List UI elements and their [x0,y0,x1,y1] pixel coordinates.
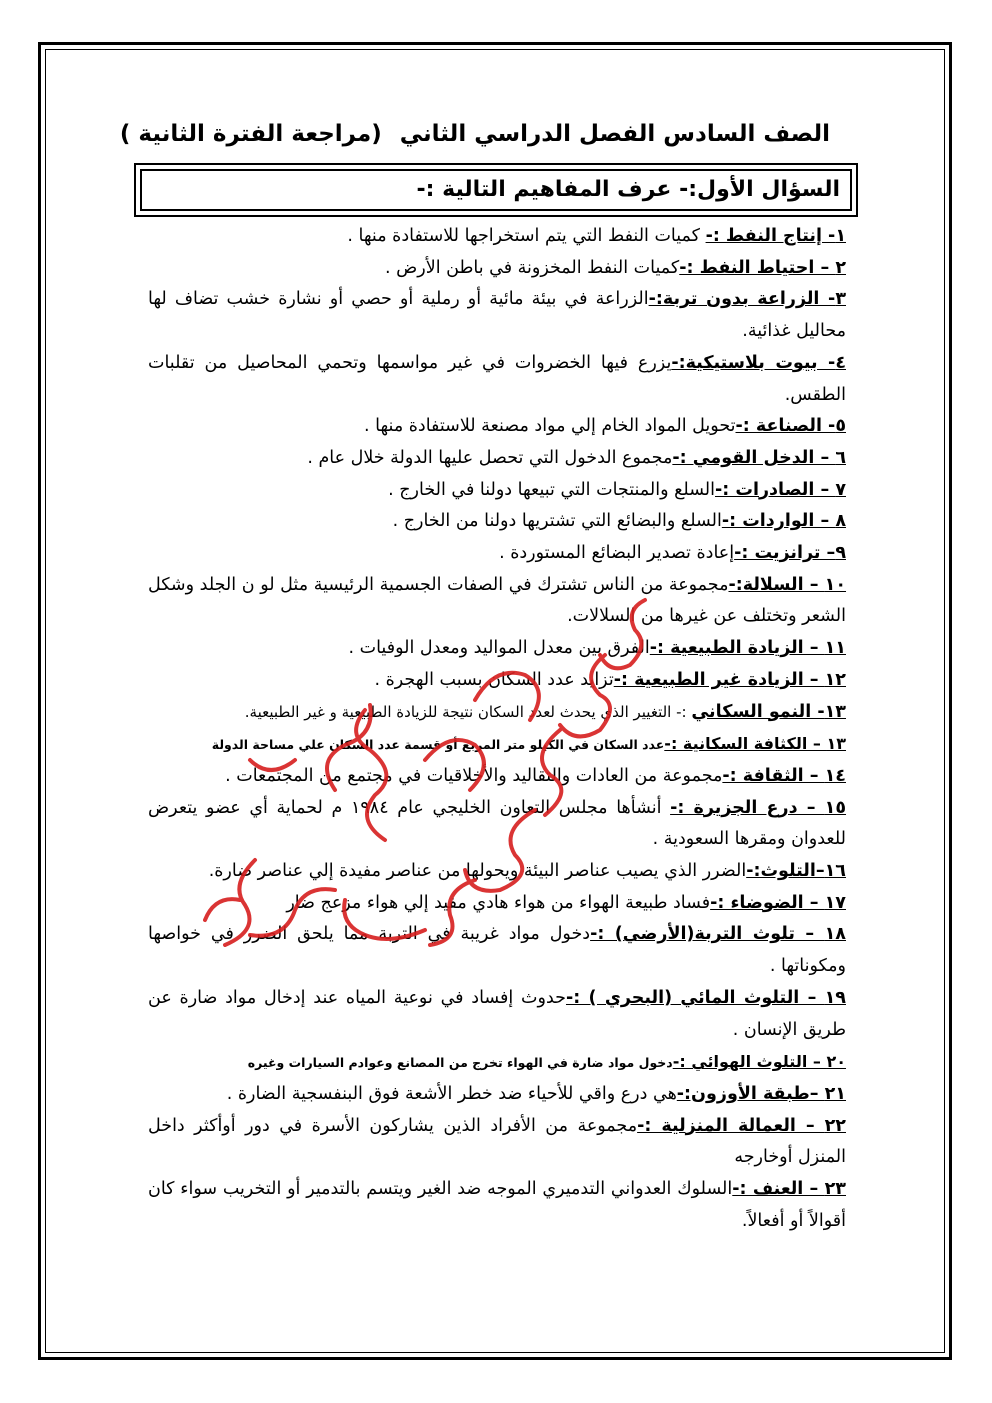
item-term: ١٩ – التلوث المائي (البحري ) :- [565,987,846,1008]
item-text: مجموعة من الأفراد الذين يشاركون الأسرة في دور أوأكثر داخل المنزل أوخارجه [148,1115,846,1168]
page-title [119,121,830,147]
list-item [148,1079,846,1111]
item-text: دخول مواد غريبة في التربة مما يلحق الضرر في خواصها ومكوناتها . [148,924,846,977]
item-term: ١٧ – الضوضاء :- [710,892,846,913]
item-term: ١٢ – الزيادة غير الطبيعية :- [613,669,846,690]
item-term: ٩– ترانزيت :- [734,543,846,564]
item-term: ٥- الصناعة :- [735,416,846,437]
item-term: ٢٣ – العنف :- [732,1179,846,1200]
item-text: الضرر الذي يصيب عناصر البيئة ويحولها من عناصر مفيدة إلي عناصر ضارة. [208,861,747,882]
list-item [148,475,846,507]
list-item [148,983,846,1046]
list-item [148,919,846,982]
item-text: تحويل المواد الخام إلي مواد مصنعة للاستفادة منها . [364,416,736,437]
item-term: ١٦–التلوث:- [746,861,846,882]
item-term: ٢٠ – التلوث الهوائي :- [672,1052,846,1072]
item-text: هي درع واقي للأحياء ضد خطر الأشعة فوق البنفسجية الضارة . [226,1083,677,1104]
item-text: يزرع فيها الخضروات في غير مواسمها وتحمي المحاصيل من تقلبات الطقس. [148,352,846,405]
item-term: ٤- بيوت بلاستيكية:- [671,352,846,373]
list-item [148,1174,846,1237]
list-item [148,633,846,665]
item-text: الفرق بين معدل المواليد ومعدل الوفيات . [348,638,650,659]
item-term: ٧ – الصادرات :- [715,479,846,500]
list-item [148,253,846,285]
list-item [148,570,846,633]
item-term: ٢١ –طبقة الأوزون:- [676,1083,846,1104]
list-item [148,793,846,856]
item-term: ١٣ – الكثافة السكانية :- [664,734,846,754]
item-term: ١١ – الزيادة الطبيعية :- [649,638,846,659]
title-sub: (مراجعة الفترة الثانية ) [119,121,382,147]
list-item [148,665,846,697]
list-item [148,697,846,729]
item-text: :- التغيير الذي يحدث لعدد السكان نتيجة للزيادة الطبيعية و غير الطبيعية. [244,702,692,721]
item-term: ١- إنتاج النفط :- [705,226,846,246]
item-text: عدد السكان في الكيلو متر المربع أو قسمة عدد السكان علي مساحة الدولة [211,737,665,753]
item-term: ١٠ – السلالة:- [728,574,847,595]
item-term: ١٥ – درع الجزيرة :- [670,797,847,818]
item-text: دخول مواد ضارة في الهواء تخرج من المصانع وعوادم السيارات وغيره [247,1055,673,1071]
item-term: ١٨ – تلوث التربة(الأرضي) :- [590,924,846,945]
list-item [148,348,846,411]
item-text: السلوك العدواني التدميري الموجه ضد الغير ويتسم بالتدمير أو التخريب سواء كان أقوالاً أو أفعالاً. [148,1179,846,1231]
item-text: مجموعة من العادات والتقاليد والأخلاقيات في مجتمع من المجتمعات . [225,765,723,786]
item-term: ١٣- النمو السكاني [691,701,846,722]
item-text: مجموعة من الناس تشترك في الصفات الجسمية الرئيسية مثل لو ن الجلد وشكل الشعر وتختلف عن غيرها من السلالات. [148,574,846,627]
list-item [148,506,846,538]
item-term: ٢ – احتياط النفط :- [679,257,846,278]
list-item [148,761,846,793]
item-text: كميات النفط المخزونة في باطن الأرض . [384,257,680,278]
item-term: ٦ – الدخل القومي :- [672,447,846,468]
item-text: مجموع الدخول التي تحصل عليها الدولة خلال عام . [307,447,673,468]
list-item [148,1111,846,1174]
list-item [148,888,846,920]
item-text: تزايد عدد السكان بسبب الهجرة . [374,669,614,690]
item-text: حدوث إفساد في نوعية المياه عند إدخال مواد ضارة عن طريق الإنسان . [148,987,846,1040]
item-text: أنشأها مجلس التعاون الخليجي عام ١٩٨٤ م لحماية أي عضو يتعرض للعدوان ومقرها السعودية . [148,797,846,850]
definitions-list [148,221,846,1238]
list-item [148,856,846,888]
item-text: الزراعة في بيئة مائية أو رملية أو حصي أو نشارة خشب تضاف لها محاليل غذائية. [148,289,846,342]
item-term: ٣- الزراعة بدون تربة:- [648,289,846,310]
item-term: ٨ – الواردات :- [721,511,846,532]
question-heading: السؤال الأول:- عرف المفاهيم التالية :- [140,169,852,211]
item-text: إعادة تصدير البضائع المستوردة . [499,543,735,564]
item-term: ١٤ – الثقافة :- [722,765,846,786]
item-text: السلع والبضائع التي تشتريها دولنا من الخارج . [392,511,722,532]
item-text: السلع والمنتجات التي تبيعها دولنا في الخارج . [388,479,715,500]
list-item [148,221,846,253]
list-item [148,284,846,347]
item-text: كميات النفط التي يتم استخراجها للاستفادة منها . [347,226,706,246]
item-text: فساد طبيعة الهواء من هواء هادي مفيد إلي هواء مزعج ضار [286,892,711,913]
list-item [148,1046,846,1079]
title-main: الصف السادس الفصل الدراسي الثاني [399,121,830,147]
item-term: ٢٢ – العمالة المنزلية :- [637,1115,846,1136]
list-item [148,411,846,443]
list-item [148,728,846,761]
list-item [148,443,846,475]
list-item [148,538,846,570]
